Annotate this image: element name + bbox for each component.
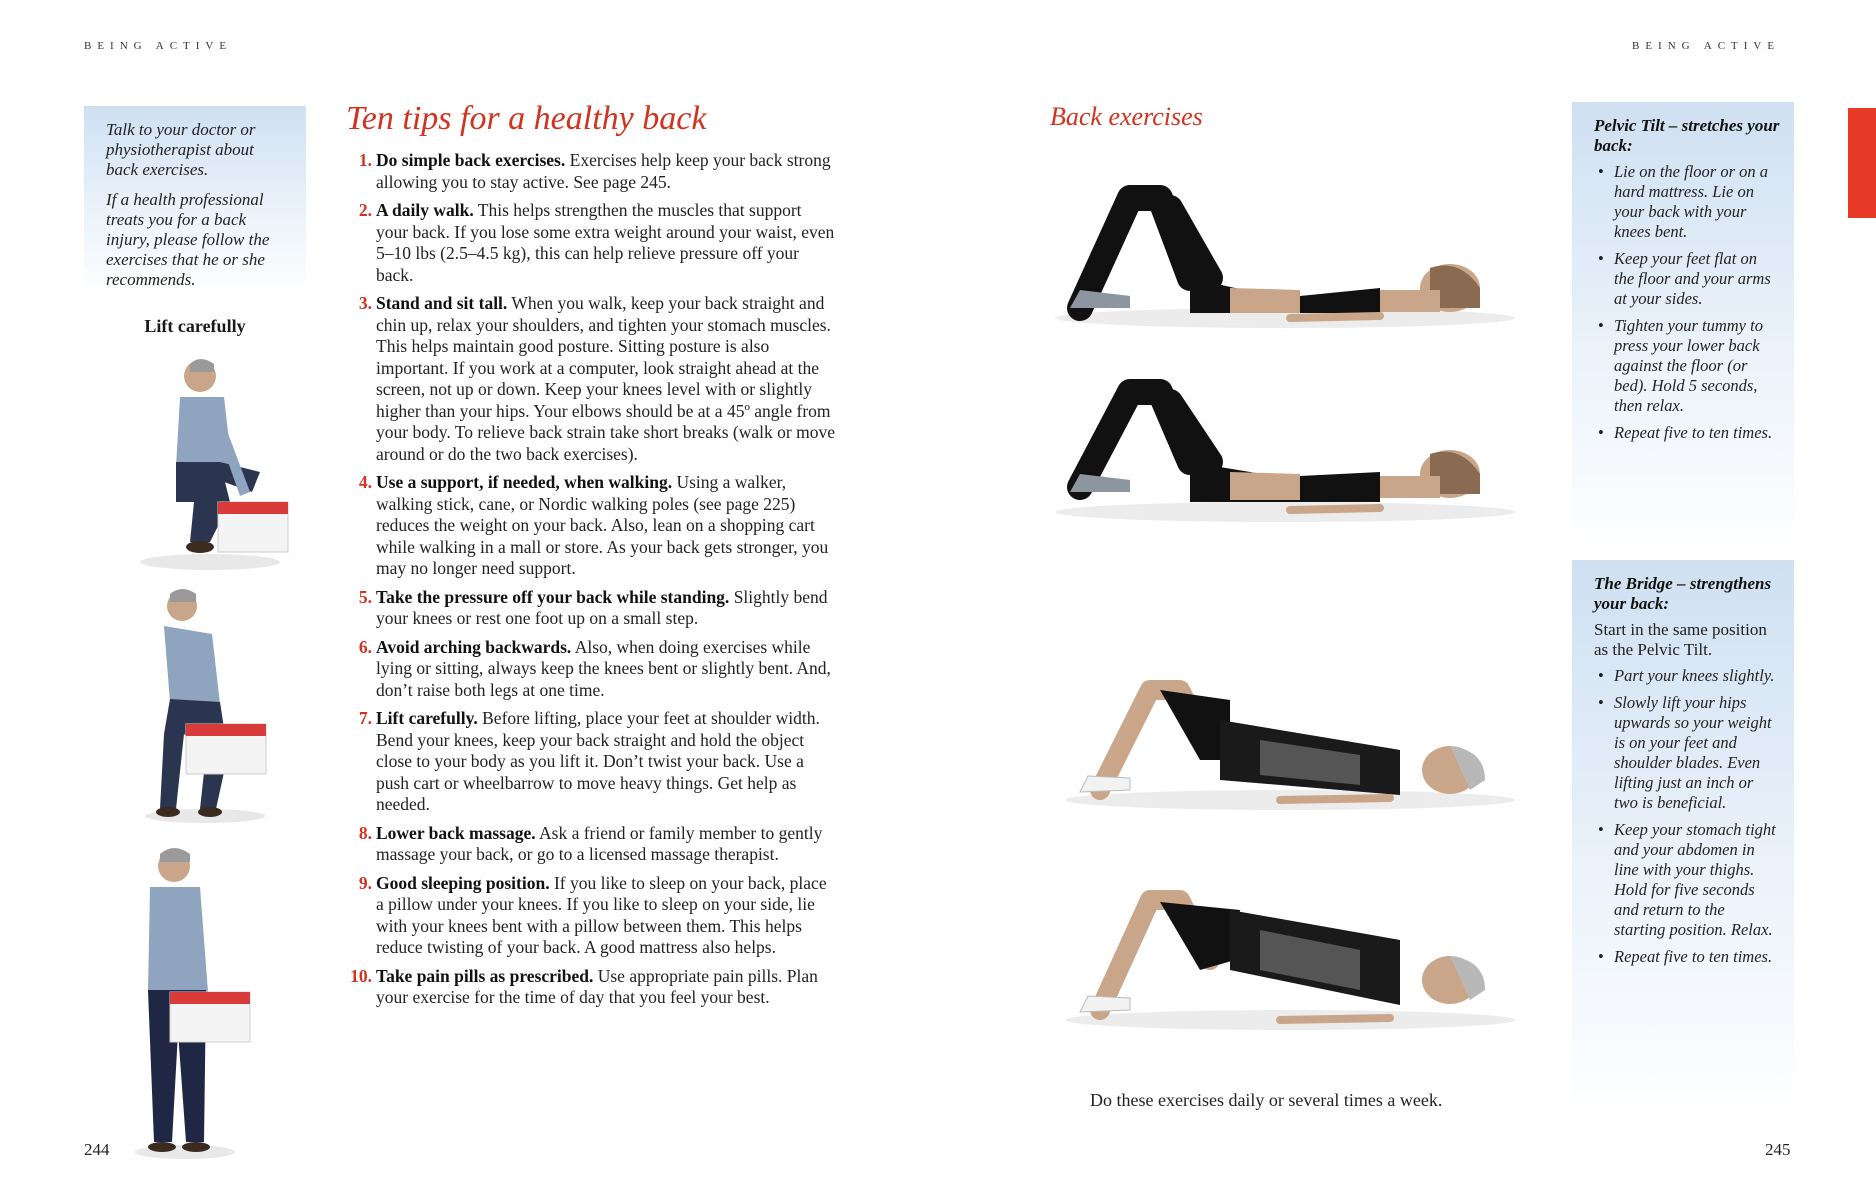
list-item: • Keep your feet flat on the floor and your arms at your sides. <box>1594 249 1780 309</box>
tip-text: Using a walker, walking stick, cane, or Nordic walking poles (see page 225) reduces the weight on your back. Also, lean on a shopping cart while walking in a mall or store. As your back gets stronger, you may no longer need support. <box>376 472 829 578</box>
tip-number: 8. <box>358 822 372 843</box>
lifting-figure-rising <box>120 584 290 824</box>
tip-lead: A daily walk. <box>376 200 474 220</box>
tip-number: 7. <box>358 708 372 728</box>
left-sidebar-note <box>84 106 306 294</box>
tip-text: Use appropriate pain pills. Plan your exercise for the time of day that you feel your best. <box>376 965 818 1007</box>
exercises-title: Back exercises <box>1050 102 1203 131</box>
tip-item <box>346 873 836 959</box>
tip-item <box>346 587 836 630</box>
list-item: • Repeat five to ten times. <box>1594 947 1780 967</box>
list-item: • Lie on the floor or on a hard mattress. Lie on your back with your knees bent. <box>1594 162 1780 242</box>
tip-text: Ask a friend or family member to gently massage your back, or go to a licensed massage therapist. <box>376 822 823 864</box>
pelvic-tilt-steps <box>1594 162 1780 443</box>
running-head-right: BEING ACTIVE <box>1632 40 1781 52</box>
bridge-intro: Start in the same position as the Pelvic Tilt. <box>1594 620 1767 659</box>
tip-lead: Take the pressure off your back while standing. <box>376 586 730 607</box>
tip-text: Also, when doing exercises while lying or sitting, always keep the knees bent or slightly bent. And, don’t raise both legs at one time. <box>376 636 831 700</box>
list-item: • Tighten your tummy to press your lower back against the floor (or bed). Hold 5 seconds, then relax. <box>1594 316 1780 416</box>
bridge-photo-lifted <box>1060 880 1520 1040</box>
tip-lead: Lift carefully. <box>376 708 478 728</box>
tip-text: When you walk, keep your back straight and chin up, relax your shoulders, and tighten your stomach muscles. This helps maintain good posture. Sitting posture is also important. If you work at a computer, look straight ahead at the screen, not up or down. Keep your knees level with or slightly higher than your hips. Your elbows should be at a 45º angle from your body. To relieve back strain take short breaks (walk or move around or do the two back exercises). <box>376 293 835 464</box>
lift-carefully-title: Lift carefully <box>144 316 246 336</box>
tip-number: 2. <box>358 200 372 220</box>
tip-text: Slightly bend your knees or rest one foot up on a small step. <box>376 586 828 628</box>
tip-lead: Lower back massage. <box>376 822 536 843</box>
tips-list <box>346 150 836 1016</box>
tip-lead: Do simple back exercises. <box>376 150 566 170</box>
tip-item <box>346 150 836 193</box>
tip-number: 10. <box>350 965 372 986</box>
pelvic-tilt-heading: Pelvic Tilt – stretches your back: <box>1594 116 1780 155</box>
running-head-left: BEING ACTIVE <box>84 40 233 52</box>
list-item: • Part your knees slightly. <box>1594 666 1780 686</box>
lifting-figure-standing <box>120 842 290 1162</box>
tip-number: 9. <box>358 872 372 893</box>
tip-item <box>346 637 836 702</box>
tip-text: If you like to sleep on your back, place a pillow under your knees. If you like to sleep on your side, lie with your knees bent with a pillow between them. This helps reduce twisting of your back. A good mattress also helps. <box>376 872 827 957</box>
pelvic-tilt-photo-rest <box>1050 168 1520 338</box>
exercises-caption: Do these exercises daily or several times a week. <box>1090 1090 1443 1110</box>
tip-item <box>346 966 836 1009</box>
tip-item <box>346 472 836 580</box>
tip-number: 1. <box>358 150 372 170</box>
tip-lead: Good sleeping position. <box>376 872 550 893</box>
bridge-steps <box>1594 666 1780 967</box>
tip-item <box>346 708 836 816</box>
tip-item <box>346 823 836 866</box>
bridge-photo-start <box>1060 660 1520 820</box>
page-title: Ten tips for a healthy back <box>346 100 707 137</box>
tip-number: 6. <box>358 636 372 657</box>
tip-lead: Avoid arching backwards. <box>376 636 572 657</box>
bridge-box <box>1572 560 1794 1120</box>
page-number-right: 245 <box>1765 1140 1791 1159</box>
tip-text: This helps strengthen the muscles that support your back. If you lose some extra weight around your waist, even 5–10 lbs (2.5–4.5 kg), this can help relieve pressure off your back. <box>376 200 835 285</box>
list-item: • Slowly lift your hips upwards so your weight is on your feet and shoulder blades. Even lifting just an inch or two is beneficial. <box>1594 693 1780 813</box>
page-number-left: 244 <box>84 1140 110 1159</box>
tip-item <box>346 293 836 465</box>
tip-text: Before lifting, place your feet at shoulder width. Bend your knees, keep your back straight and hold the object close to your body as you lift it. Don’t twist your back. Use a push cart or wheelbarrow to move heavy things. Get help as needed. <box>376 708 820 814</box>
sidebar-paragraph: Talk to your doctor or physiotherapist about back exercises. <box>106 120 256 179</box>
bridge-heading: The Bridge – strengthens your back: <box>1594 574 1772 613</box>
tip-item <box>346 200 836 286</box>
lifting-figure-squat <box>120 352 290 572</box>
tip-number: 5. <box>358 586 372 607</box>
pelvic-tilt-box <box>1572 102 1794 552</box>
tip-number: 4. <box>358 472 372 492</box>
pelvic-tilt-photo-engaged <box>1050 362 1520 532</box>
tip-lead: Stand and sit tall. <box>376 293 508 313</box>
tip-lead: Use a support, if needed, when walking. <box>376 472 673 492</box>
list-item: • Repeat five to ten times. <box>1594 423 1780 443</box>
chapter-tab <box>1848 108 1876 218</box>
tip-number: 3. <box>358 293 372 313</box>
sidebar-paragraph: If a health professional treats you for a back injury, please follow the exercises that he or she recommends. <box>106 190 270 289</box>
tip-text: Exercises help keep your back strong allowing you to stay active. See page 245. <box>376 150 831 192</box>
list-item: • Keep your stomach tight and your abdomen in line with your thighs. Hold for five seconds and return to the starting position. Relax. <box>1594 820 1780 940</box>
tip-lead: Take pain pills as prescribed. <box>376 965 594 986</box>
